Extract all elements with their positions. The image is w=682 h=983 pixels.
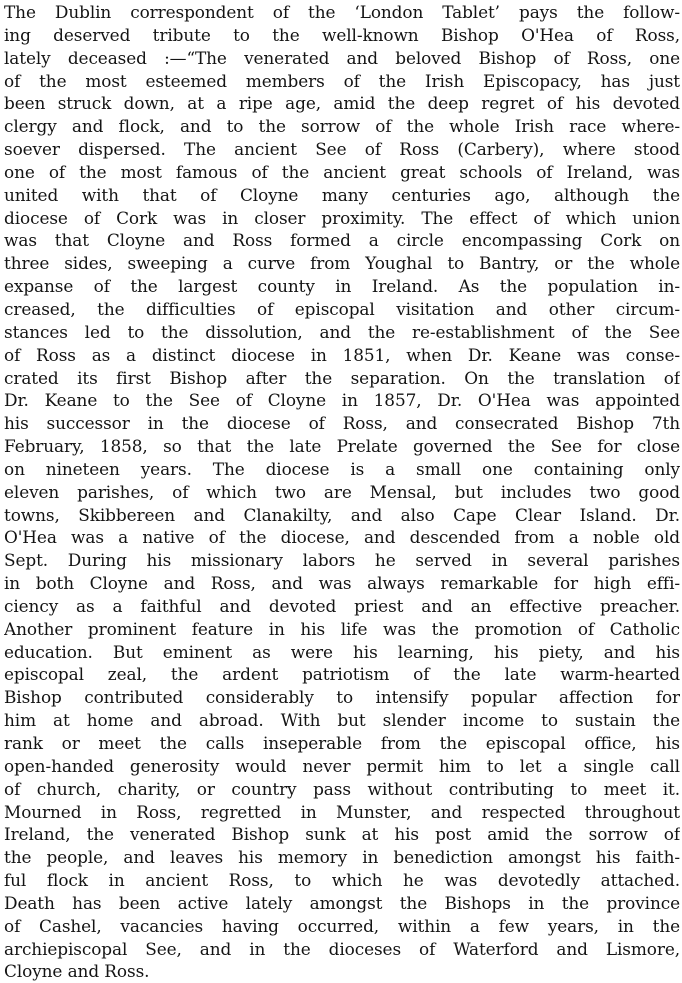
article-line: in both Cloyne and Ross, and was always remarkable for high effi- [4,573,680,594]
article-line: February, 1858, so that the late Prelate governed the See for close [4,436,680,457]
article-line: episcopal zeal, the ardent patriotism of the late warm-hearted [4,664,680,685]
article-line: ciency as a faithful and devoted priest and an effective preacher. [4,595,680,616]
article-line: O'Hea was a native of the diocese, and descended from a noble old [4,527,680,548]
article-line: of church, charity, or country pass without contributing to meet it. [4,778,680,799]
article-line: Ireland, the venerated Bishop sunk at his post amid the sorrow of [4,824,680,845]
article-line: crated its first Bishop after the separation. On the translation of [4,367,680,388]
article-line: three sides, sweeping a curve from Youghal to Bantry, or the whole [4,253,680,274]
article-line: expanse of the largest county in Ireland. As the population in- [4,276,680,297]
article-line: ful flock in ancient Ross, to which he was devotedly attached. [4,870,680,891]
article-column [4,1,680,983]
article-line: towns, Skibbereen and Clanakilty, and also Cape Clear Island. Dr. [4,504,680,525]
article-line: of Ross as a distinct diocese in 1851, when Dr. Keane was conse- [4,344,680,365]
article-line: education. But eminent as were his learning, his piety, and his [4,641,680,662]
article-line: Mourned in Ross, regretted in Munster, and respected throughout [4,801,680,822]
article-line: Another prominent feature in his life was the promotion of Catholic [4,618,680,639]
article-line: rank or meet the calls inseperable from the episcopal office, his [4,733,680,753]
article-line: been struck down, at a ripe age, amid the deep regret of his devoted [4,93,680,114]
article-line: the people, and leaves his memory in benediction amongst his faith- [4,847,680,868]
article-line: creased, the difficulties of episcopal visitation and other circum- [4,298,680,319]
article-line: open-handed generosity would never permit him to let a single call [4,755,680,776]
article-line: lately deceased :—“The venerated and beloved Bishop of Ross, one [4,47,680,68]
article-line: of Cashel, vacancies having occurred, within a few years, in the [4,915,680,936]
article-line: was that Cloyne and Ross formed a circle encompassing Cork on [4,230,680,251]
article-line: diocese of Cork was in closer proximity. The effect of which union [4,207,680,228]
article-line: clergy and flock, and to the sorrow of the whole Irish race where- [4,116,680,137]
article-line: his successor in the diocese of Ross, and consecrated Bishop 7th [4,413,680,434]
article-line: Bishop contributed considerably to intensify popular affection for [4,687,680,708]
article-line: The Dublin correspondent of the ‘London Tablet’ pays the follow- [4,2,680,22]
article-line: ing deserved tribute to the well-known Bishop O'Hea of Ross, [4,24,680,45]
article-line: stances led to the dissolution, and the re-establishment of the See [4,321,680,342]
article-line: one of the most famous of the ancient great schools of Ireland, was [4,161,680,182]
article-line: archiepiscopal See, and in the dioceses of Waterford and Lismore, [4,938,680,959]
article-line: soever dispersed. The ancient See of Ross (Carbery), where stood [4,139,680,160]
article-line: Sept. During his missionary labors he served in several parishes [4,550,680,571]
article-line: on nineteen years. The diocese is a small one containing only [4,458,680,479]
article-line: him at home and abroad. With but slender income to sustain the [4,710,680,731]
article-line: Dr. Keane to the See of Cloyne in 1857, Dr. O'Hea was appointed [4,390,680,411]
article-line: eleven parishes, of which two are Mensal, but includes two good [4,481,680,502]
article-line: of the most esteemed members of the Irish Episcopacy, has just [4,70,680,91]
article-line: Cloyne and Ross. [4,961,150,982]
article-line: united with that of Cloyne many centuries ago, although the [4,184,680,205]
article-line: Death has been active lately amongst the Bishops in the province [4,892,680,913]
